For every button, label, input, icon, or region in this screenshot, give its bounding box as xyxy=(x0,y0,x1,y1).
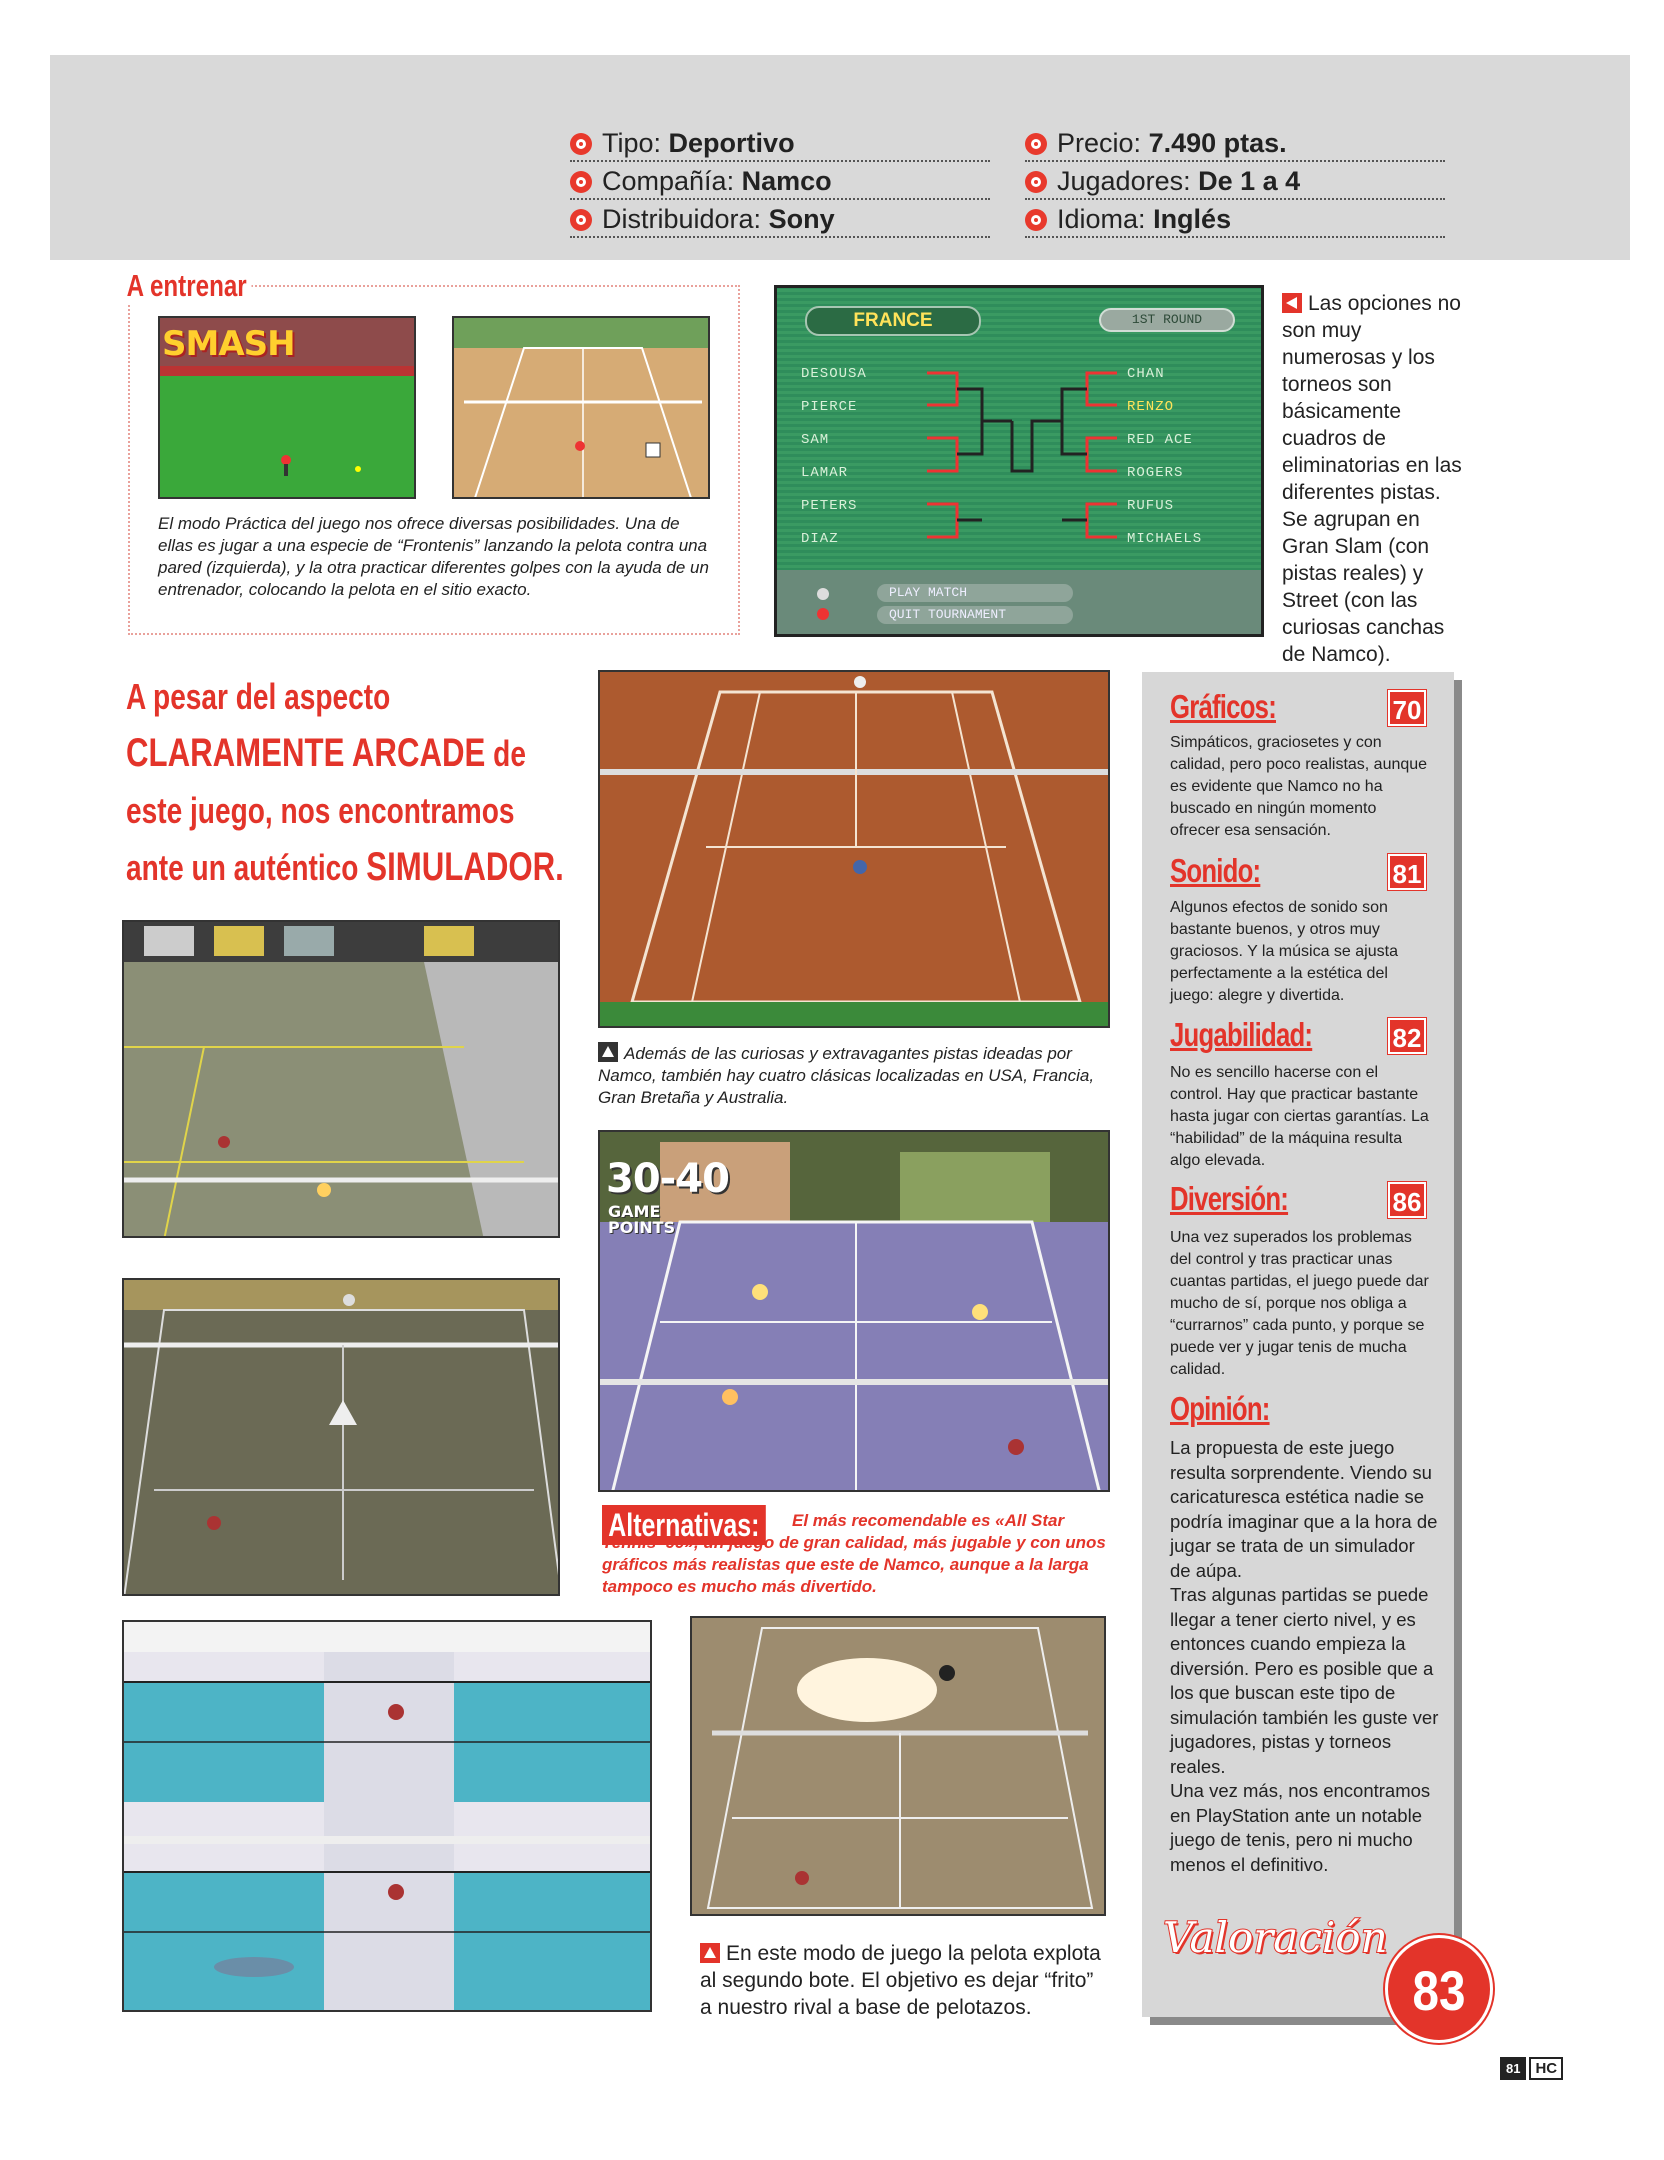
spec-value: De 1 a 4 xyxy=(1198,166,1301,196)
opinion-paragraph: Una vez más, nos encontramos en PlayStation ante un notable juego de tenis, pero ni mucho menos el definitivo. xyxy=(1170,1780,1431,1875)
clay-caption-text: Además de las curiosas y extravagantes pistas ideadas por Namco, también hay cuatro clásicas localizadas en USA, Francia, Gran Bretaña y Australia. xyxy=(598,1044,1095,1107)
bracket-right-player: ROGERS xyxy=(1127,465,1184,481)
spec-value: Namco xyxy=(741,166,832,196)
sonido-text: Algunos efectos de sonido son bastante buenos, y otros muy graciosos. Y la música se ajusta perfectamente a la estética del juego: alegre y divertida. xyxy=(1170,899,1398,1004)
graficos-score: 70 xyxy=(1388,690,1426,726)
game-score: 30-40 xyxy=(606,1156,729,1202)
bracket-left-player: PIERCE xyxy=(801,399,858,415)
bullet-icon xyxy=(570,133,592,155)
spec-value: Deportivo xyxy=(668,128,795,158)
screenshot-bomb-mode xyxy=(690,1616,1106,1916)
quote-line: este juego, nos encontramos xyxy=(126,790,515,831)
bracket-menu-area xyxy=(777,570,1264,637)
opinion-title: Opinión: xyxy=(1170,1390,1270,1427)
arrow-up-icon xyxy=(700,1943,720,1963)
valoracion-label: Valoración xyxy=(1163,1913,1388,1962)
bracket-left-player: PETERS xyxy=(801,498,858,514)
bracket-right-player: CHAN xyxy=(1127,366,1165,382)
spec-compania xyxy=(570,163,990,200)
valoracion-score: 83 xyxy=(1412,1959,1466,2022)
magazine-logo: HC xyxy=(1529,2057,1563,2080)
screenshot-tournament-bracket xyxy=(774,285,1264,637)
bracket-caption xyxy=(1282,290,1462,668)
menu-bullet-icon xyxy=(817,608,829,620)
bullet-icon xyxy=(1025,133,1047,155)
bracket-right-player: RENZO xyxy=(1127,399,1175,415)
spec-value: 7.490 ptas. xyxy=(1148,128,1287,158)
screenshot-pool-court xyxy=(122,1620,652,2012)
quote-text: ante un auténtico xyxy=(126,847,367,888)
bullet-icon xyxy=(570,171,592,193)
spec-label: Compañía: xyxy=(602,166,735,196)
screenshot-practice-coach xyxy=(452,316,710,499)
bracket-right-player: RUFUS xyxy=(1127,498,1175,514)
arrow-up-icon xyxy=(598,1042,618,1062)
pull-quote xyxy=(126,668,563,896)
spec-tipo xyxy=(570,125,990,162)
menu-bullet-icon xyxy=(817,588,829,600)
practice-court xyxy=(454,318,710,499)
sonido-score: 81 xyxy=(1388,854,1426,890)
bracket-country: FRANCE xyxy=(805,306,981,336)
screenshot-frontenis xyxy=(158,316,416,499)
graficos-title: Gráficos: xyxy=(1170,688,1276,725)
spec-distribuidora xyxy=(570,201,990,238)
page-number: 81 xyxy=(1500,2057,1526,2080)
clay-court-scene xyxy=(600,672,1110,1028)
bullet-icon xyxy=(570,209,592,231)
bracket-round: 1ST ROUND xyxy=(1099,308,1235,332)
clay-caption xyxy=(598,1042,1113,1109)
bomb-mode-scene xyxy=(692,1618,1106,1916)
graficos-text: Simpáticos, graciosetes y con calidad, pero poco realistas, aunque es evidente que Namco no ha buscado en ningún momento ofrecer esa sensación. xyxy=(1170,734,1428,839)
game-label: GAME xyxy=(608,1202,661,1221)
bracket-caption-text: Las opciones no son muy numerosas y los torneos son básicamente cuadros de eliminatorias en las diferentes pistas. Se agrupan en Gran Slam (con pistas reales) y Street (con las curiosas canchas de Namco). xyxy=(1282,292,1462,666)
quote-emphasis: SIMULADOR. xyxy=(366,845,564,889)
screenshot-clay-court xyxy=(598,670,1110,1028)
bomb-caption xyxy=(700,1940,1110,2021)
bracket-right-player: RED ACE xyxy=(1127,432,1193,448)
spec-label: Distribuidora: xyxy=(602,204,762,234)
alternativas-title: Alternativas: xyxy=(602,1505,766,1545)
page-footer xyxy=(1500,2055,1563,2081)
diversion-text: Una vez superados los problemas del control y tras practicar unas cuantas partidas, el juego puede dar mucho de sí, porque nos obliga a “currarnos” cada punto, y porque se puede ver y jugar tenis de mucha calidad. xyxy=(1170,1229,1429,1378)
menu-play-match[interactable]: PLAY MATCH xyxy=(877,584,1073,602)
screenshot-street-court-1 xyxy=(122,920,560,1238)
spec-idioma xyxy=(1025,201,1445,238)
smash-logo: SMASH xyxy=(162,324,295,364)
bullet-icon xyxy=(1025,209,1047,231)
street-court-2-scene xyxy=(124,1280,560,1596)
spec-label: Precio: xyxy=(1057,128,1142,158)
bomb-caption-text: En este modo de juego la pelota explota al segundo bote. El objetivo es dejar “frito” a nuestro rival a base de pelotazos. xyxy=(700,1942,1101,2019)
arrow-left-icon xyxy=(1282,293,1302,313)
street-court-1-scene xyxy=(124,922,560,1238)
bracket-left-player: LAMAR xyxy=(801,465,849,481)
opinion-text xyxy=(1170,1436,1440,1877)
quote-text: de xyxy=(485,733,526,774)
spec-label: Tipo: xyxy=(602,128,662,158)
spec-label: Idioma: xyxy=(1057,204,1146,234)
diversion-title: Diversión: xyxy=(1170,1180,1289,1217)
jugabilidad-title: Jugabilidad: xyxy=(1170,1016,1313,1053)
jugabilidad-text: No es sencillo hacerse con el control. Hay que practicar bastante hasta jugar con ciertas garantías. La “habilidad” de la máquina resulta algo elevada. xyxy=(1170,1064,1429,1169)
alternativas-text: El más recomendable es «All Star Tennis ’99», un juego de gran calidad, más jugable y con unos gráficos más realistas que este de Namco, aunque a la larga tampoco es mucho más divertido. xyxy=(602,1511,1106,1596)
quote-line xyxy=(126,725,563,782)
quote-line: A pesar del aspecto xyxy=(126,676,391,717)
menu-quit-tournament[interactable]: QUIT TOURNAMENT xyxy=(877,606,1073,624)
quote-line xyxy=(126,839,563,896)
jugabilidad-score: 82 xyxy=(1388,1018,1426,1054)
bracket-left-player: SAM xyxy=(801,432,830,448)
opinion-paragraph: Tras algunas partidas se puede llegar a tener cierto nivel, y es entonces cuando empieza la diversión. Pero es posible que a los que buscan este tipo de simulación también les guste ver jugadores, pistas y torneos reales. xyxy=(1170,1584,1439,1777)
entrenar-title: A entrenar xyxy=(122,268,251,304)
pool-court-scene xyxy=(124,1622,652,2012)
screenshot-game-points xyxy=(598,1130,1110,1492)
sonido-title: Sonido: xyxy=(1170,852,1261,889)
bullet-icon xyxy=(1025,171,1047,193)
entrenar-caption: El modo Práctica del juego nos ofrece diversas posibilidades. Una de ellas es jugar a una especie de “Frontenis” lanzando la pelota contra una pared (izquierda), y la otra practicar diferentes golpes con la ayuda de un entrenador, colocando la pelota en el sitio exacto. xyxy=(158,514,709,599)
spec-precio xyxy=(1025,125,1445,162)
bracket-left-player: DESOUSA xyxy=(801,366,867,382)
quote-emphasis: CLARAMENTE ARCADE xyxy=(126,731,486,775)
bracket-right-player: MICHAELS xyxy=(1127,531,1203,547)
diversion-score: 86 xyxy=(1388,1182,1426,1218)
spec-value: Sony xyxy=(768,204,835,234)
spec-jugadores xyxy=(1025,163,1445,200)
screenshot-street-court-2 xyxy=(122,1278,560,1596)
spec-value: Inglés xyxy=(1153,204,1232,234)
points-label: POINTS xyxy=(608,1218,676,1237)
game-points-label xyxy=(608,1204,675,1236)
bracket-left-player: DIAZ xyxy=(801,531,839,547)
spec-label: Jugadores: xyxy=(1057,166,1191,196)
opinion-paragraph: La propuesta de este juego resulta sorprendente. Viendo su caricaturesca estética nadie se podría imaginar que a la hora de jugar se trata de un simulador de aúpa. xyxy=(1170,1437,1438,1581)
